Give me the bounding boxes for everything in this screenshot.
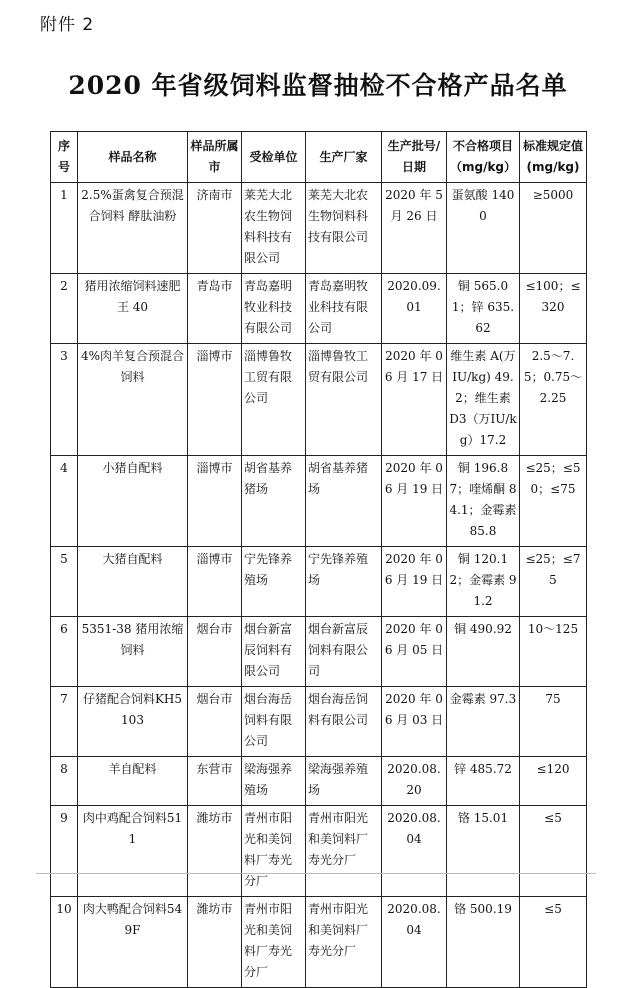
cell-item: 金霉素 97.3 — [447, 687, 520, 757]
cell-batch: 2020 年 06 月 17 日 — [382, 344, 447, 456]
cell-unit: 烟台海岳饲料有限公司 — [242, 687, 306, 757]
cell-maker: 梁海强养殖场 — [306, 757, 382, 806]
page-footer-divider — [36, 873, 596, 876]
cell-city: 烟台市 — [188, 617, 242, 687]
cell-unit: 梁海强养殖场 — [242, 757, 306, 806]
header-item: 不合格项目（mg/kg） — [447, 132, 520, 183]
cell-name: 小猪自配料 — [78, 456, 188, 547]
cell-unit: 淄博鲁牧工贸有限公司 — [242, 344, 306, 456]
cell-unit: 胡省基养猪场 — [242, 456, 306, 547]
annex-label: 附件 2 — [40, 15, 95, 35]
header-city: 样品所属市 — [188, 132, 242, 183]
unqualified-products-table — [50, 131, 587, 988]
cell-item: 维生素 A(万IU/kg) 49.2；维生素 D3（万IU/kg）17.2 — [447, 344, 520, 456]
cell-item: 铜 490.92 — [447, 617, 520, 687]
cell-item: 铬 15.01 — [447, 806, 520, 897]
cell-name: 5351-38 猪用浓缩饲料 — [78, 617, 188, 687]
header-batch: 生产批号/日期 — [382, 132, 447, 183]
cell-city: 东营市 — [188, 757, 242, 806]
cell-city: 青岛市 — [188, 274, 242, 344]
cell-batch: 2020 年 06 月 03 日 — [382, 687, 447, 757]
cell-no: 8 — [51, 757, 78, 806]
cell-city: 淄博市 — [188, 344, 242, 456]
cell-no: 2 — [51, 274, 78, 344]
cell-unit: 莱芜大北农生物饲料科技有限公司 — [242, 183, 306, 274]
cell-name: 仔猪配合饲料KH5103 — [78, 687, 188, 757]
cell-std: 10～125 — [520, 617, 587, 687]
cell-item: 铜 196.87；喹烯酮 84.1；金霉素 85.8 — [447, 456, 520, 547]
table-row — [51, 806, 587, 897]
header-std: 标准规定值(mg/kg) — [520, 132, 587, 183]
header-maker: 生产厂家 — [306, 132, 382, 183]
cell-maker: 烟台新富辰饲料有限公司 — [306, 617, 382, 687]
cell-name: 猪用浓缩饲料速肥王 40 — [78, 274, 188, 344]
cell-batch: 2020 年 06 月 19 日 — [382, 456, 447, 547]
cell-unit: 青岛嘉明牧业科技有限公司 — [242, 274, 306, 344]
cell-std: ≤25；≤75 — [520, 547, 587, 617]
cell-unit: 宁先锋养殖场 — [242, 547, 306, 617]
table-row — [51, 547, 587, 617]
cell-std: 2.5～7.5；0.75～2.25 — [520, 344, 587, 456]
cell-unit: 烟台新富辰饲料有限公司 — [242, 617, 306, 687]
cell-unit: 青州市阳光和美饲料厂寿光分厂 — [242, 897, 306, 988]
cell-no: 6 — [51, 617, 78, 687]
cell-no: 7 — [51, 687, 78, 757]
cell-batch: 2020.08.20 — [382, 757, 447, 806]
cell-std: ≥5000 — [520, 183, 587, 274]
cell-maker: 青岛嘉明牧业科技有限公司 — [306, 274, 382, 344]
table-row — [51, 344, 587, 456]
cell-item: 蛋氨酸 1400 — [447, 183, 520, 274]
cell-std: ≤5 — [520, 806, 587, 897]
header-unit: 受检单位 — [242, 132, 306, 183]
cell-maker: 宁先锋养殖场 — [306, 547, 382, 617]
cell-std: ≤100；≤320 — [520, 274, 587, 344]
cell-no: 3 — [51, 344, 78, 456]
cell-city: 淄博市 — [188, 456, 242, 547]
cell-unit: 青州市阳光和美饲料厂寿光分厂 — [242, 806, 306, 897]
cell-batch: 2020.08.04 — [382, 897, 447, 988]
table-row — [51, 757, 587, 806]
cell-no: 4 — [51, 456, 78, 547]
cell-maker: 青州市阳光和美饲料厂寿光分厂 — [306, 897, 382, 988]
cell-name: 羊自配料 — [78, 757, 188, 806]
table-row — [51, 456, 587, 547]
cell-city: 潍坊市 — [188, 897, 242, 988]
cell-item: 铜 120.12；金霉素 91.2 — [447, 547, 520, 617]
cell-name: 大猪自配料 — [78, 547, 188, 617]
cell-maker: 莱芜大北农生物饲料科技有限公司 — [306, 183, 382, 274]
cell-name: 肉中鸡配合饲料511 — [78, 806, 188, 897]
cell-name: 4%肉羊复合预混合饲料 — [78, 344, 188, 456]
table-row — [51, 274, 587, 344]
document-title: 2020 年省级饲料监督抽检不合格产品名单 — [68, 71, 568, 100]
cell-name: 2.5%蛋禽复合预混合饲料 酵肽油粉 — [78, 183, 188, 274]
cell-no: 9 — [51, 806, 78, 897]
table-header-row — [51, 132, 587, 183]
cell-batch: 2020 年 5 月 26 日 — [382, 183, 447, 274]
cell-item: 铜 565.01；锌 635.62 — [447, 274, 520, 344]
cell-maker: 青州市阳光和美饲料厂寿光分厂 — [306, 806, 382, 897]
cell-no: 5 — [51, 547, 78, 617]
cell-city: 烟台市 — [188, 687, 242, 757]
cell-item: 锌 485.72 — [447, 757, 520, 806]
cell-std: ≤5 — [520, 897, 587, 988]
cell-city: 潍坊市 — [188, 806, 242, 897]
cell-batch: 2020.08.04 — [382, 806, 447, 897]
cell-item: 铬 500.19 — [447, 897, 520, 988]
cell-std: 75 — [520, 687, 587, 757]
cell-batch: 2020 年 06 月 05 日 — [382, 617, 447, 687]
cell-maker: 烟台海岳饲料有限公司 — [306, 687, 382, 757]
table-row — [51, 687, 587, 757]
table-row — [51, 897, 587, 988]
table-row — [51, 617, 587, 687]
cell-maker: 胡省基养猪场 — [306, 456, 382, 547]
cell-std: ≤120 — [520, 757, 587, 806]
cell-city: 济南市 — [188, 183, 242, 274]
cell-std: ≤25；≤50；≤75 — [520, 456, 587, 547]
cell-city: 淄博市 — [188, 547, 242, 617]
header-name: 样品名称 — [78, 132, 188, 183]
header-no: 序号 — [51, 132, 78, 183]
cell-maker: 淄博鲁牧工贸有限公司 — [306, 344, 382, 456]
table-row — [51, 183, 587, 274]
cell-no: 1 — [51, 183, 78, 274]
cell-batch: 2020.09.01 — [382, 274, 447, 344]
cell-no: 10 — [51, 897, 78, 988]
cell-batch: 2020 年 06 月 19 日 — [382, 547, 447, 617]
cell-name: 肉大鸭配合饲料549F — [78, 897, 188, 988]
